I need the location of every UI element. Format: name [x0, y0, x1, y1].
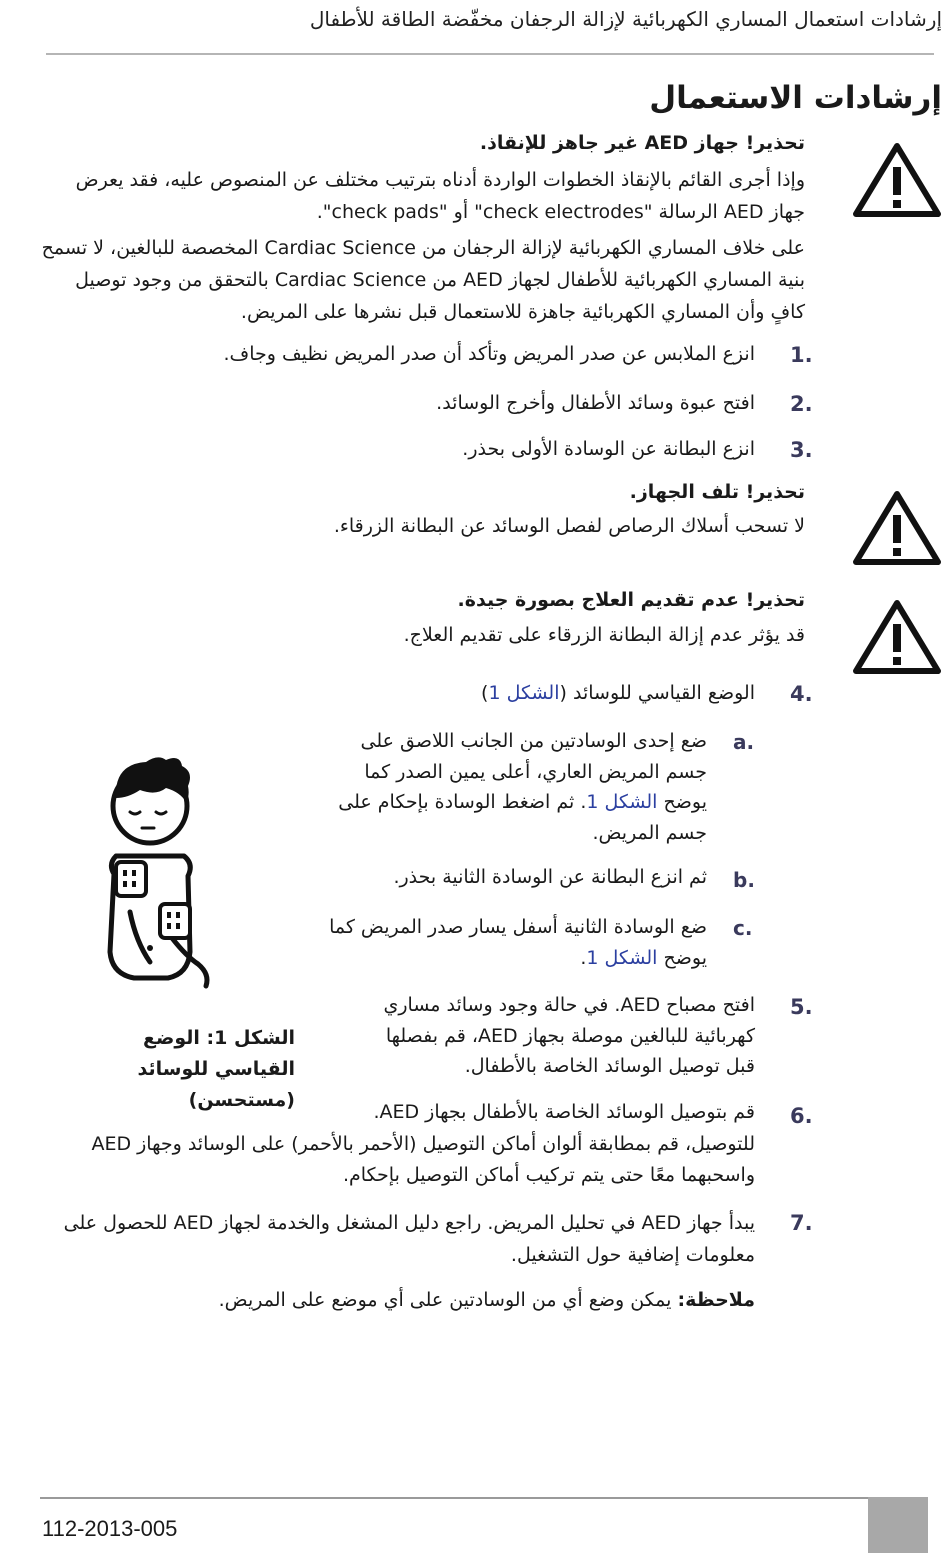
document-id: 112-2013-005 — [42, 1516, 178, 1541]
page-number-box — [868, 1497, 928, 1553]
warning-text-damage: لا تسحب أسلاك الرصاص لفصل الوسائد عن البطانة الزرقاء. — [333, 515, 805, 537]
step-number-7: 7. — [790, 1211, 813, 1235]
step-text-2: افتح عبوة وسائد الأطفال وأخرج الوسائد. — [436, 392, 755, 414]
substep-letter-a: a. — [733, 730, 755, 754]
warning-triangle-icon — [852, 141, 942, 219]
note-label: ملاحظة: — [677, 1289, 755, 1311]
pad-placement-figure — [100, 752, 215, 992]
step-number-1: 1. — [790, 343, 813, 367]
step-number-4: 4. — [790, 682, 813, 706]
figure-1-link[interactable]: الشكل 1 — [488, 682, 560, 704]
substep-text-a: ضع إحدى الوسادتين من الجانب اللاصق على جسم المريض العاري، أعلى يمين الصدر كما يوضح الشكل 1. ثم اضغط الوسادة بإحكام على جسم المريض. — [338, 730, 707, 844]
step-number-2: 2. — [790, 392, 813, 416]
step-text-3: انزع البطانة عن الوسادة الأولى بحذر. — [462, 438, 755, 460]
note-text: يمكن وضع أي من الوسادتين على أي موضع على المريض. — [218, 1289, 672, 1311]
header-divider — [46, 53, 934, 55]
figure-caption: الشكل 1: الوضع القياسي للوسائد (مستحسن) — [137, 1027, 295, 1111]
page-title: إرشادات الاستعمال — [649, 80, 942, 116]
warning-text-therapy: قد يؤثر عدم إزالة البطانة الزرقاء على تقديم العلاج. — [403, 624, 805, 646]
substep-letter-c: c. — [733, 916, 753, 940]
step-text-7: يبدأ جهاز AED في تحليل المريض. راجع دليل المشغل والخدمة لجهاز AED للحصول على معلومات إضافية حول التشغيل. — [63, 1212, 755, 1266]
warning-triangle-icon — [852, 598, 942, 676]
step-text-1: انزع الملابس عن صدر المريض وتأكد أن صدر المريض نظيف وجاف. — [223, 343, 755, 365]
warning-title-damage: تحذير! تلف الجهاز. — [629, 481, 805, 503]
warning-triangle-icon — [852, 489, 942, 567]
note — [219, 1289, 755, 1311]
footer-divider — [40, 1497, 868, 1499]
step-text-6: قم بتوصيل الوسائد الخاصة بالأطفال بجهاز AED. — [373, 1101, 755, 1123]
step-text-4: الوضع القياسي للوسائد (الشكل 1) — [481, 682, 755, 704]
warning-text-sequence: وإذا أجرى القائم بالإنقاذ الخطوات الواردة أدناه بترتيب مختلف عن المنصوص عليه، فقد يعرض جهاز AED الرسالة "check electrodes" أو "check pads". — [75, 169, 805, 223]
figure-1-link[interactable]: الشكل 1 — [586, 946, 658, 969]
running-header: إرشادات استعمال المساري الكهربائية لإزالة الرجفان مخفّضة الطاقة للأطفال — [309, 7, 942, 31]
warning-title-not-ready: تحذير! جهاز AED غير جاهز للإنقاذ. — [479, 132, 805, 154]
warning-text-pediatric-pads: على خلاف المساري الكهربائية لإزالة الرجفان من Cardiac Science المخصصة للبالغين، لا تسمح بنية المساري الكهربائية للأطفال لجهاز AED من Cardiac Science بالتحقق من وجود توصيل كافٍ وأن المساري الكهربائية جاهزة للاستعمال قبل نشرها على المريض. — [41, 237, 805, 323]
step-number-3: 3. — [790, 438, 813, 462]
step-number-5: 5. — [790, 995, 813, 1019]
substep-letter-b: b. — [733, 868, 755, 892]
step-text-6-detail: للتوصيل، قم بمطابقة ألوان أماكن التوصيل (الأحمر بالأحمر) على الوسائد وجهاز AED واسحبهما معًا حتى يتم تركيب أماكن التوصيل بإحكام. — [91, 1133, 755, 1186]
step-text-5: افتح مصباح AED. في حالة وجود وسائد مساري كهربائية للبالغين موصلة بجهاز AED، قم بفصلها قبل توصيل الوسائد الخاصة بالأطفال. — [383, 994, 755, 1077]
substep-text-b: ثم انزع البطانة عن الوسادة الثانية بحذر. — [393, 866, 707, 888]
substep-text-c: ضع الوسادة الثانية أسفل يسار صدر المريض كما يوضح الشكل 1. — [329, 916, 707, 969]
figure-1-link[interactable]: الشكل 1 — [586, 791, 658, 813]
warning-title-therapy: تحذير! عدم تقديم العلاج بصورة جيدة. — [457, 589, 805, 611]
step-number-6: 6. — [790, 1104, 813, 1128]
